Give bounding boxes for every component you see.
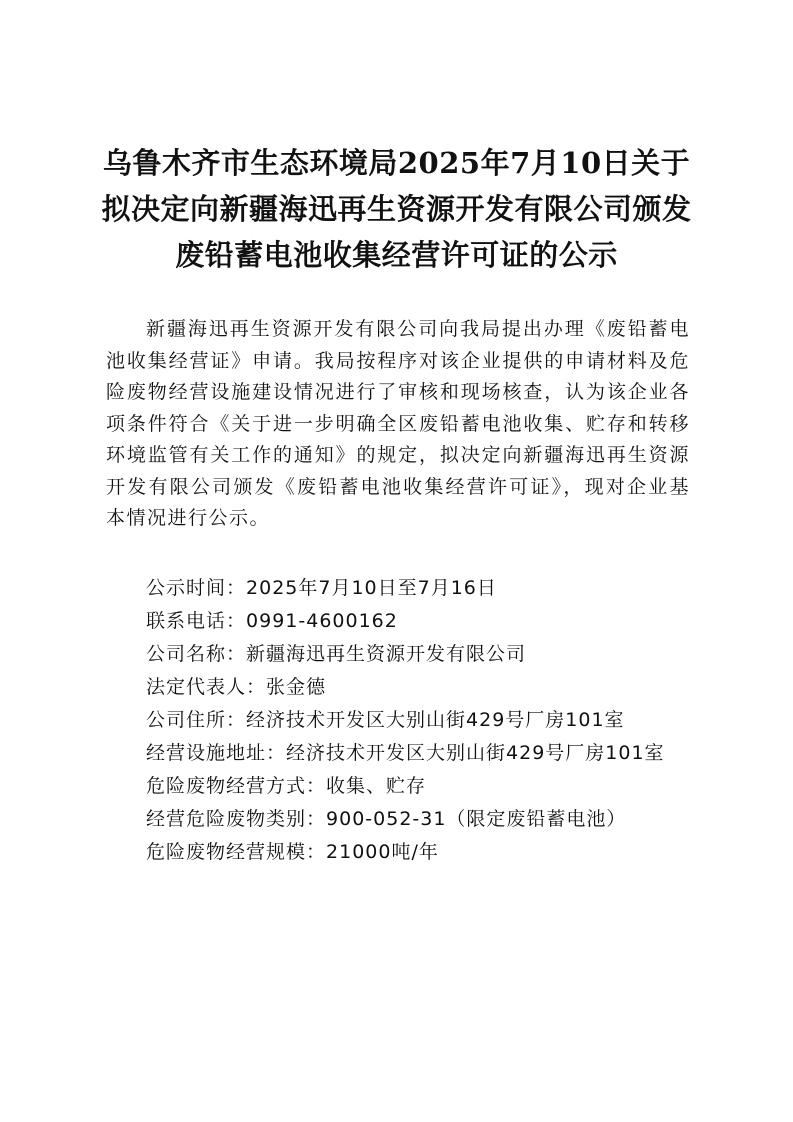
field-label: 经营设施地址：	[146, 742, 287, 764]
title-line-1: 乌鲁木齐市生态环境局2025年7月10日关于	[102, 146, 691, 180]
field-label: 危险废物经营方式：	[146, 775, 327, 797]
field-company-address	[146, 704, 665, 737]
title-line-2: 拟决定向新疆海迅再生资源开发有限公司颁发	[101, 192, 692, 226]
field-operation-mode	[146, 770, 665, 803]
field-value: 2025年7月10日至7月16日	[246, 577, 497, 599]
field-label: 经营危险废物类别：	[146, 808, 327, 830]
field-value: 新疆海迅再生资源开发有限公司	[246, 643, 527, 665]
field-label: 公司名称：	[146, 643, 247, 665]
field-contact-phone	[146, 605, 665, 638]
field-label: 公示时间：	[146, 577, 247, 599]
field-value: 900-052-31（限定废铅蓄电池）	[326, 808, 627, 830]
field-value: 21000吨/年	[326, 841, 439, 863]
document-title	[60, 140, 733, 278]
field-label: 法定代表人：	[146, 676, 267, 698]
field-legal-representative	[146, 671, 665, 704]
body-paragraph: 新疆海迅再生资源开发有限公司向我局提出办理《废铅蓄电池收集经营证》申请。我局按程序对该企业提供的申请材料及危险废物经营设施建设情况进行了审核和现场核查，认为该企业各项条件符合《关于进一步明确全区废铅蓄电池收集、贮存和转移环境监管有关工作的通知》的规定，拟决定向新疆海迅再生资源开发有限公司颁发《废铅蓄电池收集经营许可证》，现对企业基本情况进行公示。	[106, 318, 690, 529]
field-waste-category	[146, 803, 665, 836]
field-label: 公司住所：	[146, 709, 247, 731]
field-facility-address	[146, 737, 665, 770]
field-operation-scale	[146, 836, 665, 869]
field-value: 经济技术开发区大别山街429号厂房101室	[286, 742, 665, 764]
title-line-3: 废铅蓄电池收集经营许可证的公示	[175, 238, 618, 272]
field-value: 0991-4600162	[246, 610, 398, 632]
field-company-name	[146, 638, 665, 671]
field-value: 张金德	[266, 676, 327, 698]
field-label: 危险废物经营规模：	[146, 841, 327, 863]
info-fields	[146, 572, 665, 869]
field-value: 收集、贮存	[326, 775, 427, 797]
field-notice-period	[146, 572, 665, 605]
field-value: 经济技术开发区大别山街429号厂房101室	[246, 709, 625, 731]
field-label: 联系电话：	[146, 610, 247, 632]
